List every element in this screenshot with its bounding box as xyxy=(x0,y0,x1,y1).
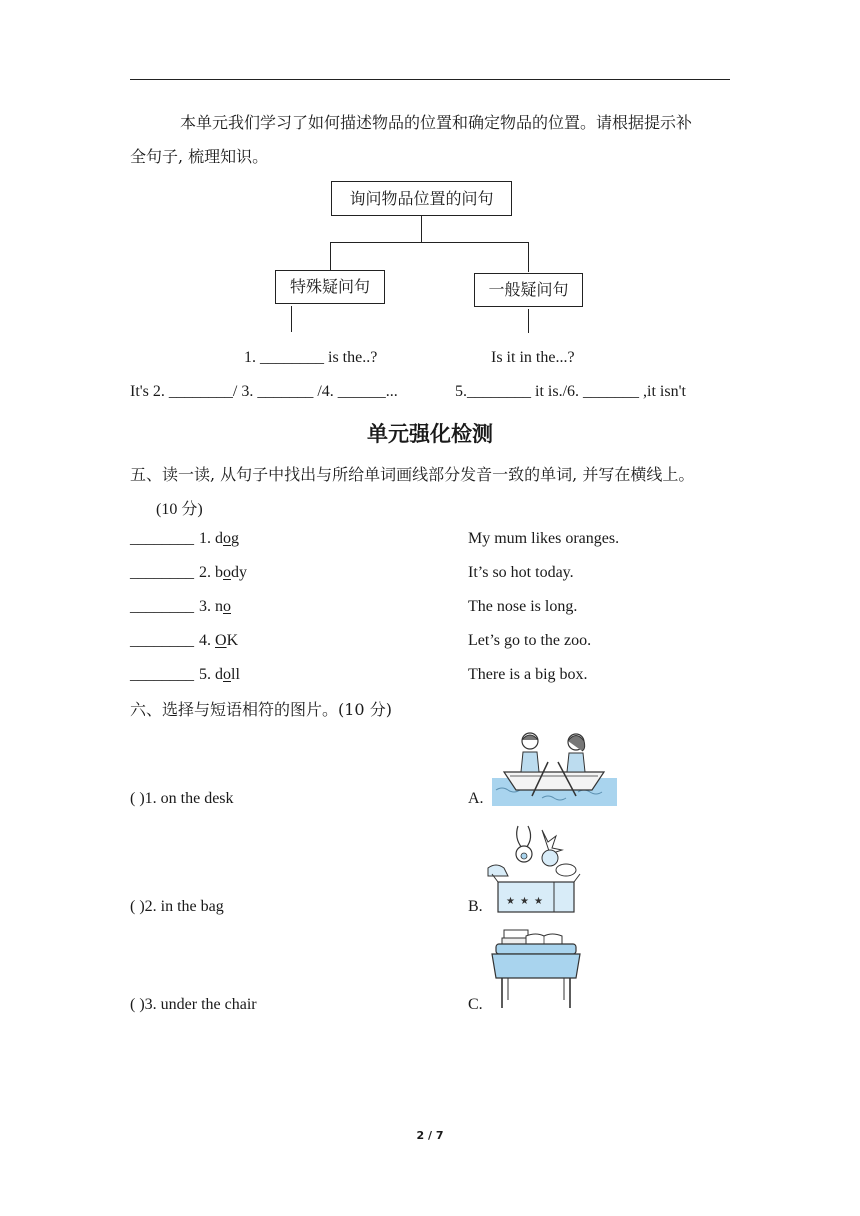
diagram-root-box: 询问物品位置的问句 xyxy=(331,181,512,216)
item-number: 5. xyxy=(199,666,211,683)
desk-picture xyxy=(490,926,582,1010)
option-a-label: A. xyxy=(468,790,484,807)
q5-item xyxy=(130,564,247,582)
q5-item xyxy=(130,666,240,684)
answer-blank: ________ xyxy=(130,632,194,649)
answer-blank: ________ xyxy=(130,564,194,581)
q5-item xyxy=(130,632,238,650)
item-number: 1. xyxy=(199,530,211,547)
diagram-connector xyxy=(291,306,292,332)
q5-sentence: There is a big box. xyxy=(468,666,588,683)
q5-sentence: It’s so hot today. xyxy=(468,564,574,581)
target-word: OK xyxy=(215,632,239,649)
q5-item xyxy=(130,598,231,616)
left-question-sentence: 1. ________ is the..? xyxy=(244,349,378,366)
answer-blank: ________ xyxy=(130,530,194,547)
underlined-letter: O xyxy=(215,632,227,649)
answer-left-sentence: It's 2. ________/ 3. _______ /4. ______... xyxy=(130,383,398,400)
q5-sentence: Let’s go to the zoo. xyxy=(468,632,592,649)
option-b-label: B. xyxy=(468,898,483,915)
underlined-letter: o xyxy=(223,598,231,615)
diagram-right-box: 一般疑问句 xyxy=(474,273,583,307)
underlined-letter: o xyxy=(223,666,231,683)
q5-heading: 五、读一读, 从句子中找出与所给单词画线部分发音一致的单词, 并写在横线上。 xyxy=(130,465,695,484)
diagram-connector xyxy=(330,242,529,243)
boat-picture xyxy=(492,728,617,806)
svg-text:★: ★ xyxy=(506,896,515,907)
intro-paragraph xyxy=(130,106,732,174)
q5-sentence: My mum likes oranges. xyxy=(468,530,620,547)
section-title: 单元强化检测 xyxy=(367,422,493,446)
toy-box-picture xyxy=(484,822,584,914)
intro-line-1: 本单元我们学习了如何描述物品的位置和确定物品的位置。请根据提示补 xyxy=(180,113,693,132)
item-number: 2. xyxy=(199,564,211,581)
answer-blank: ________ xyxy=(130,666,194,683)
q5-sentence: The nose is long. xyxy=(468,598,578,615)
answer-right-sentence: 5.________ it is./6. _______ ,it isn't xyxy=(455,383,686,400)
page-number: 2 / 7 xyxy=(416,1129,444,1142)
diagram-connector xyxy=(528,242,529,272)
target-word: dog xyxy=(215,530,239,547)
underlined-letter: o xyxy=(223,530,231,547)
diagram-left-box: 特殊疑问句 xyxy=(275,270,385,304)
intro-line-2: 全句子, 梳理知识。 xyxy=(130,147,269,166)
diagram-connector xyxy=(330,242,331,270)
diagram-connector xyxy=(528,309,529,333)
top-rule xyxy=(130,79,730,80)
item-number: 3. xyxy=(199,598,211,615)
q6-item-3: ( )3. under the chair xyxy=(130,996,257,1013)
target-word: no xyxy=(215,598,231,615)
right-question-sentence: Is it in the...? xyxy=(491,349,575,366)
target-word: body xyxy=(215,564,247,581)
underlined-letter: o xyxy=(223,564,231,581)
q6-item-2: ( )2. in the bag xyxy=(130,898,224,915)
diagram-connector xyxy=(421,216,422,242)
q6-heading: 六、选择与短语相符的图片。(10 分) xyxy=(130,700,392,719)
q5-item xyxy=(130,530,239,548)
q5-points: (10 分) xyxy=(156,501,203,518)
q6-item-1: ( )1. on the desk xyxy=(130,790,234,807)
answer-blank: ________ xyxy=(130,598,194,615)
item-number: 4. xyxy=(199,632,211,649)
svg-text:★: ★ xyxy=(520,896,529,907)
target-word: doll xyxy=(215,666,240,683)
option-c-label: C. xyxy=(468,996,483,1013)
svg-text:★: ★ xyxy=(534,896,543,907)
